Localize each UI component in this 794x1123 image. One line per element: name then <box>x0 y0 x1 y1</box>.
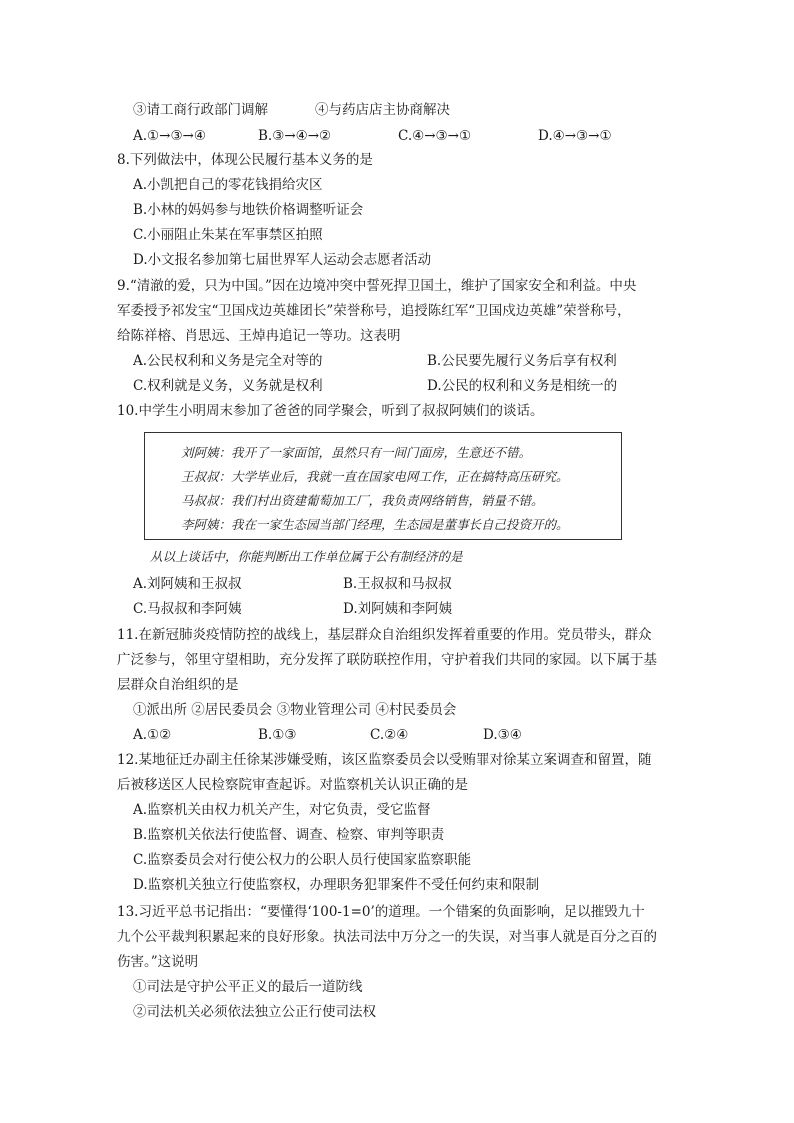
q13-stem-line-3: 伤害。”这说明 <box>117 954 199 970</box>
q9-option-d[interactable]: D.公民的权利和义务是相统一的 <box>427 378 618 394</box>
q10-dialogue-wang: 王叔叔：大学毕业后，我就一直在国家电网工作，正在搞特高压研究。 <box>181 469 569 484</box>
q10-option-b[interactable]: B.王叔叔和马叔叔 <box>343 576 452 592</box>
q7-item-3: ③请工商行政部门调解 <box>133 102 268 118</box>
q10-dialogue-liu: 刘阿姨：我开了一家面馆，虽然只有一间门面房，生意还不错。 <box>181 445 532 460</box>
q11-stem-line-1: 11.在新冠肺炎疫情防控的战线上，基层群众自治组织发挥着重要的作用。党员带头，群众 <box>117 627 652 643</box>
q11-stem-line-3: 层群众自治组织的是 <box>117 677 239 693</box>
q9-stem-line-2: 军委授予祁发宝“卫国戍边英雄团长”荣誉称号，追授陈红军“卫国戍边英雄”荣誉称号， <box>117 303 631 319</box>
q12-option-a[interactable]: A.监察机关由权力机关产生，对它负责，受它监督 <box>133 802 431 818</box>
q8-option-c[interactable]: C.小丽阻止朱某在军事禁区拍照 <box>133 227 323 243</box>
q11-items: ①派出所 ②居民委员会 ③物业管理公司 ④村民委员会 <box>133 702 457 718</box>
q9-option-c[interactable]: C.权利就是义务，义务就是权利 <box>133 378 323 394</box>
q10-stem: 10.中学生小明周末参加了爸爸的同学聚会，听到了叔叔阿姨们的谈话。 <box>117 403 544 419</box>
q10-option-d[interactable]: D.刘阿姨和李阿姨 <box>343 601 453 617</box>
q8-option-b[interactable]: B.小林的妈妈参与地铁价格调整听证会 <box>133 202 364 218</box>
q12-option-d[interactable]: D.监察机关独立行使监察权，办理职务犯罪案件不受任何约束和限制 <box>133 877 540 893</box>
q9-option-b[interactable]: B.公民要先履行义务后享有权利 <box>427 353 617 369</box>
q10-note: 从以上谈话中，你能判断出工作单位属于公有制经济的是 <box>150 549 463 564</box>
q10-dialogue-ma: 马叔叔：我们村出资建葡萄加工厂，我负责网络销售，销量不错。 <box>181 493 544 508</box>
q9-stem-line-1: 9.“清澈的爱，只为中国。”因在边境冲突中誓死捍卫国土，维护了国家安全和利益。中央 <box>117 278 637 294</box>
q11-option-b[interactable]: B.①③ <box>258 727 297 743</box>
q11-stem-line-2: 广泛参与，邻里守望相助，充分发挥了联防联控作用，守护着我们共同的家园。以下属于基 <box>117 652 657 668</box>
q7-item-4: ④与药店店主协商解决 <box>315 102 450 118</box>
q13-item-1: ①司法是守护公平正义的最后一道防线 <box>133 979 363 995</box>
q12-option-c[interactable]: C.监察委员会对行使公权力的公职人员行使国家监察职能 <box>133 852 472 868</box>
q13-item-2: ②司法机关必须依法独立公正行使司法权 <box>133 1004 376 1020</box>
q12-stem-line-1: 12.某地征迁办副主任徐某涉嫌受贿，该区监察委员会以受贿罪对徐某立案调查和留置，随 <box>117 752 652 768</box>
q10-dialogue-box <box>144 432 622 540</box>
q12-option-b[interactable]: B.监察机关依法行使监督、调查、检察、审判等职责 <box>133 827 445 843</box>
q8-stem: 8.下列做法中，体现公民履行基本义务的是 <box>117 152 373 168</box>
q13-stem-line-2: 九个公平裁判积累起来的良好形象。执法司法中万分之一的失误，对当事人就是百分之百的 <box>117 929 657 945</box>
q7-option-a[interactable]: A.①→③→④ <box>133 128 206 144</box>
q9-option-a[interactable]: A.公民权利和义务是完全对等的 <box>133 353 323 369</box>
q10-dialogue-li: 李阿姨：我在一家生态园当部门经理，生态园是董事长自己投资开的。 <box>181 517 569 532</box>
q11-option-a[interactable]: A.①② <box>133 727 172 743</box>
q8-option-a[interactable]: A.小凯把自己的零花钱捐给灾区 <box>133 177 323 193</box>
q7-option-c[interactable]: C.④→③→① <box>398 128 472 144</box>
q10-option-c[interactable]: C.马叔叔和李阿姨 <box>133 601 242 617</box>
q7-option-b[interactable]: B.③→④→② <box>258 128 332 144</box>
q11-option-c[interactable]: C.②④ <box>370 727 409 743</box>
q8-option-d[interactable]: D.小文报名参加第七届世界军人运动会志愿者活动 <box>133 252 432 268</box>
q12-stem-line-2: 后被移送区人民检察院审查起诉。对监察机关认识正确的是 <box>117 777 468 793</box>
q11-option-d[interactable]: D.③④ <box>483 727 522 743</box>
q13-stem-line-1: 13.习近平总书记指出：“要懂得‘100-1=0’的道理。一个错案的负面影响，足以摧毁九十 <box>117 904 645 920</box>
q7-option-d[interactable]: D.④→③→① <box>538 128 612 144</box>
q10-option-a[interactable]: A.刘阿姨和王叔叔 <box>133 576 242 592</box>
q9-stem-line-3: 给陈祥榕、肖思远、王焯冉追记一等功。这表明 <box>117 328 401 344</box>
